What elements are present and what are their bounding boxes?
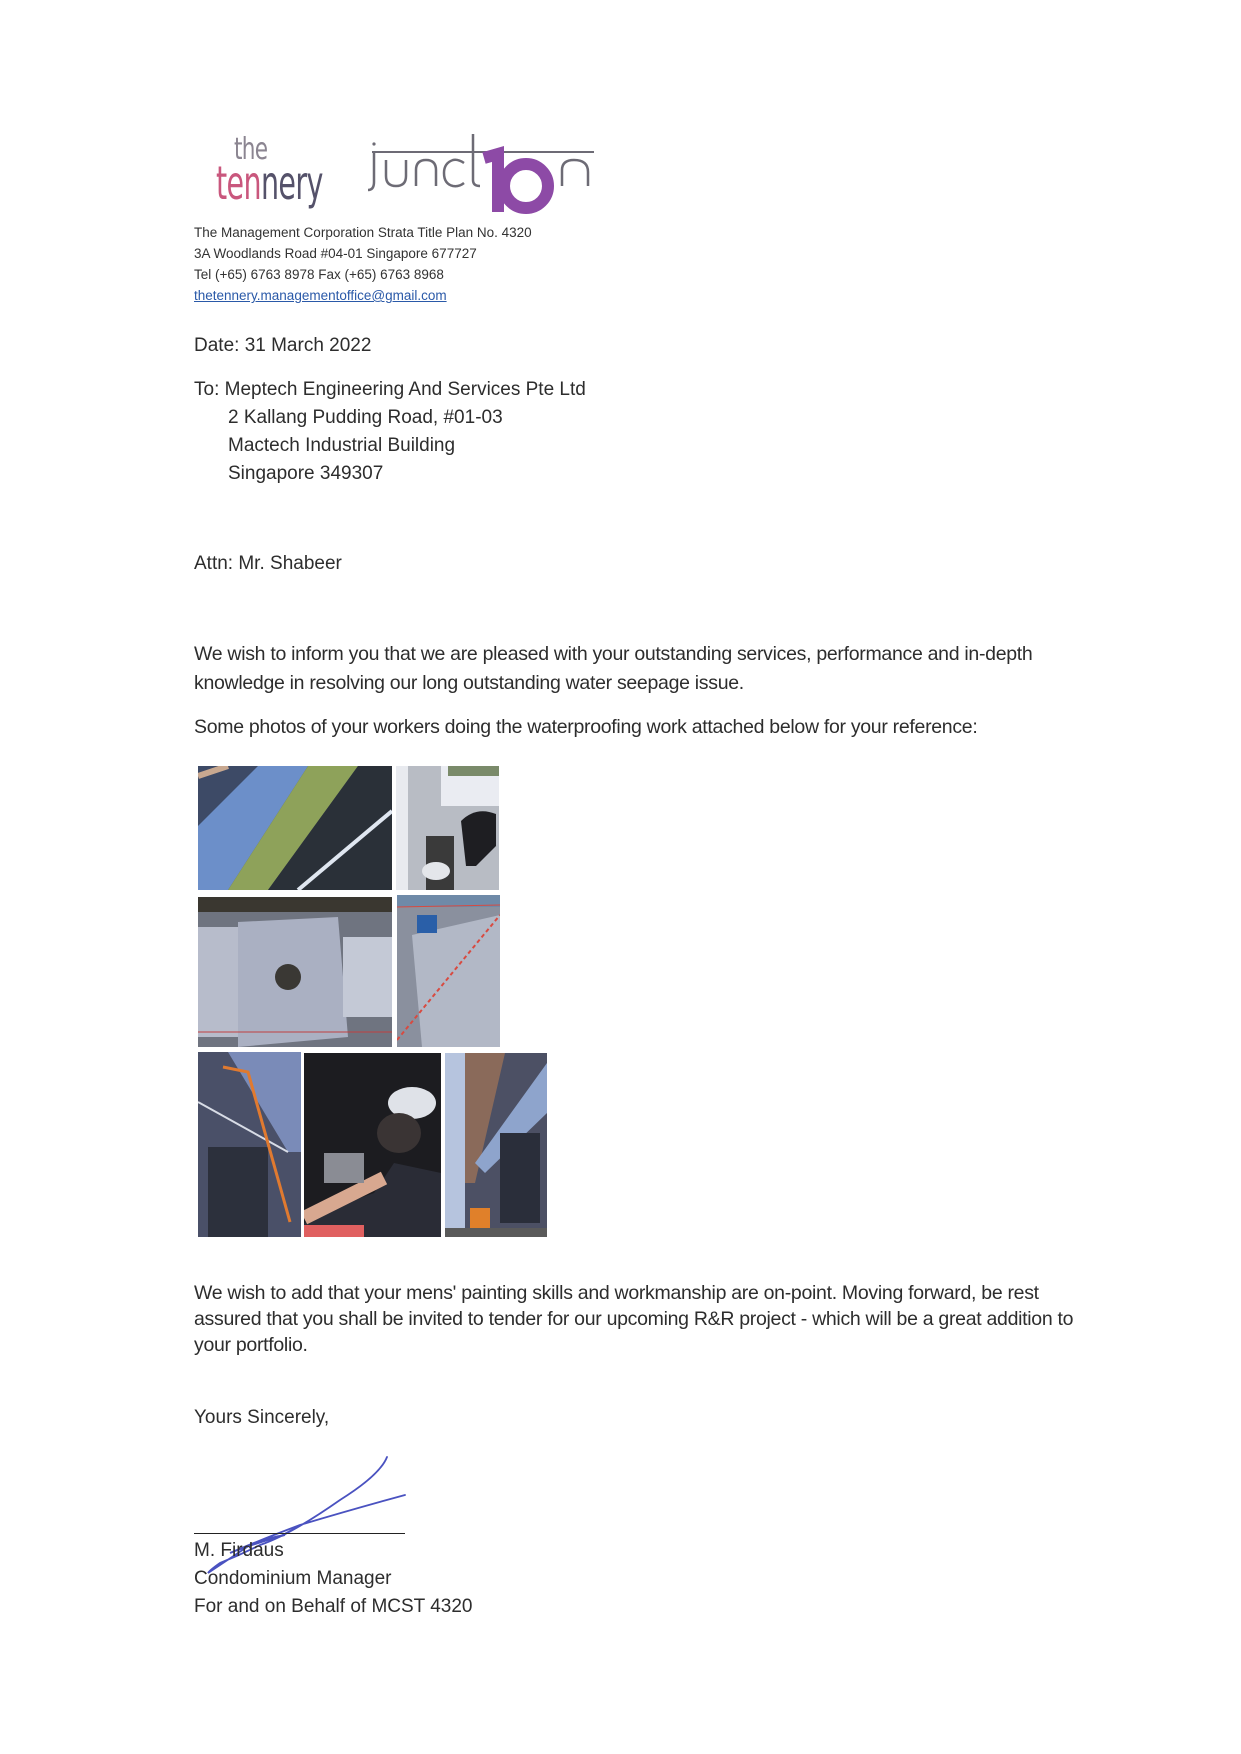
tennery-logo	[216, 132, 346, 212]
recipient-block	[194, 376, 586, 488]
letterhead-org: The Management Corporation Strata Title Plan No. 4320	[194, 225, 532, 240]
signatory-name: M. Firdaus	[194, 1540, 284, 1561]
recipient-street: 2 Kallang Pudding Road, #01-03	[228, 407, 503, 428]
logo-the: the	[234, 132, 268, 167]
signature-line	[194, 1533, 405, 1534]
photo-worker-helmet	[304, 1053, 441, 1237]
letterhead	[194, 222, 532, 306]
logo-tennery-name: tennery	[216, 156, 323, 210]
letterhead-phone: Tel (+65) 6763 8978 Fax (+65) 6763 8968	[194, 267, 444, 282]
photo-coated-surface	[397, 895, 500, 1047]
photo-worker-roof	[396, 766, 499, 890]
recipient-company: To: Meptech Engineering And Services Pte Ltd	[194, 379, 586, 400]
body-paragraph-2: Some photos of your workers doing the waterproofing work attached below for your reference:	[194, 716, 978, 738]
attention-line: Attn: Mr. Shabeer	[194, 553, 342, 574]
photo-facade-ladder	[198, 1052, 301, 1237]
body-paragraph-3: We wish to add that your mens' painting skills and workmanship are on-point. Moving forward, be rest assured that you shall be invited to tender for our upcoming R&R project - which will be a great addition to your portfolio.	[194, 1282, 1074, 1356]
body-paragraph-1: We wish to inform you that we are pleased with your outstanding services, performance and in-depth knowledge in resolving our long outstanding water seepage issue.	[194, 643, 1033, 694]
recipient-postal: Singapore 349307	[228, 463, 384, 484]
photo-drain-closeup	[198, 897, 392, 1047]
letterhead-address: 3A Woodlands Road #04-01 Singapore 677727	[194, 246, 477, 261]
recipient-building: Mactech Industrial Building	[228, 435, 456, 456]
photo-facade-railing	[198, 766, 392, 890]
closing-salutation: Yours Sincerely,	[194, 1407, 330, 1428]
signatory-org: For and on Behalf of MCST 4320	[194, 1596, 473, 1617]
letter-date: Date: 31 March 2022	[194, 335, 372, 356]
signatory-block	[194, 1537, 472, 1621]
letterhead-email-link[interactable]: thetennery.managementoffice@gmail.com	[194, 288, 447, 303]
photo-facade-street	[445, 1053, 547, 1237]
junction10-logo	[366, 130, 598, 218]
signatory-title: Condominium Manager	[194, 1568, 392, 1589]
